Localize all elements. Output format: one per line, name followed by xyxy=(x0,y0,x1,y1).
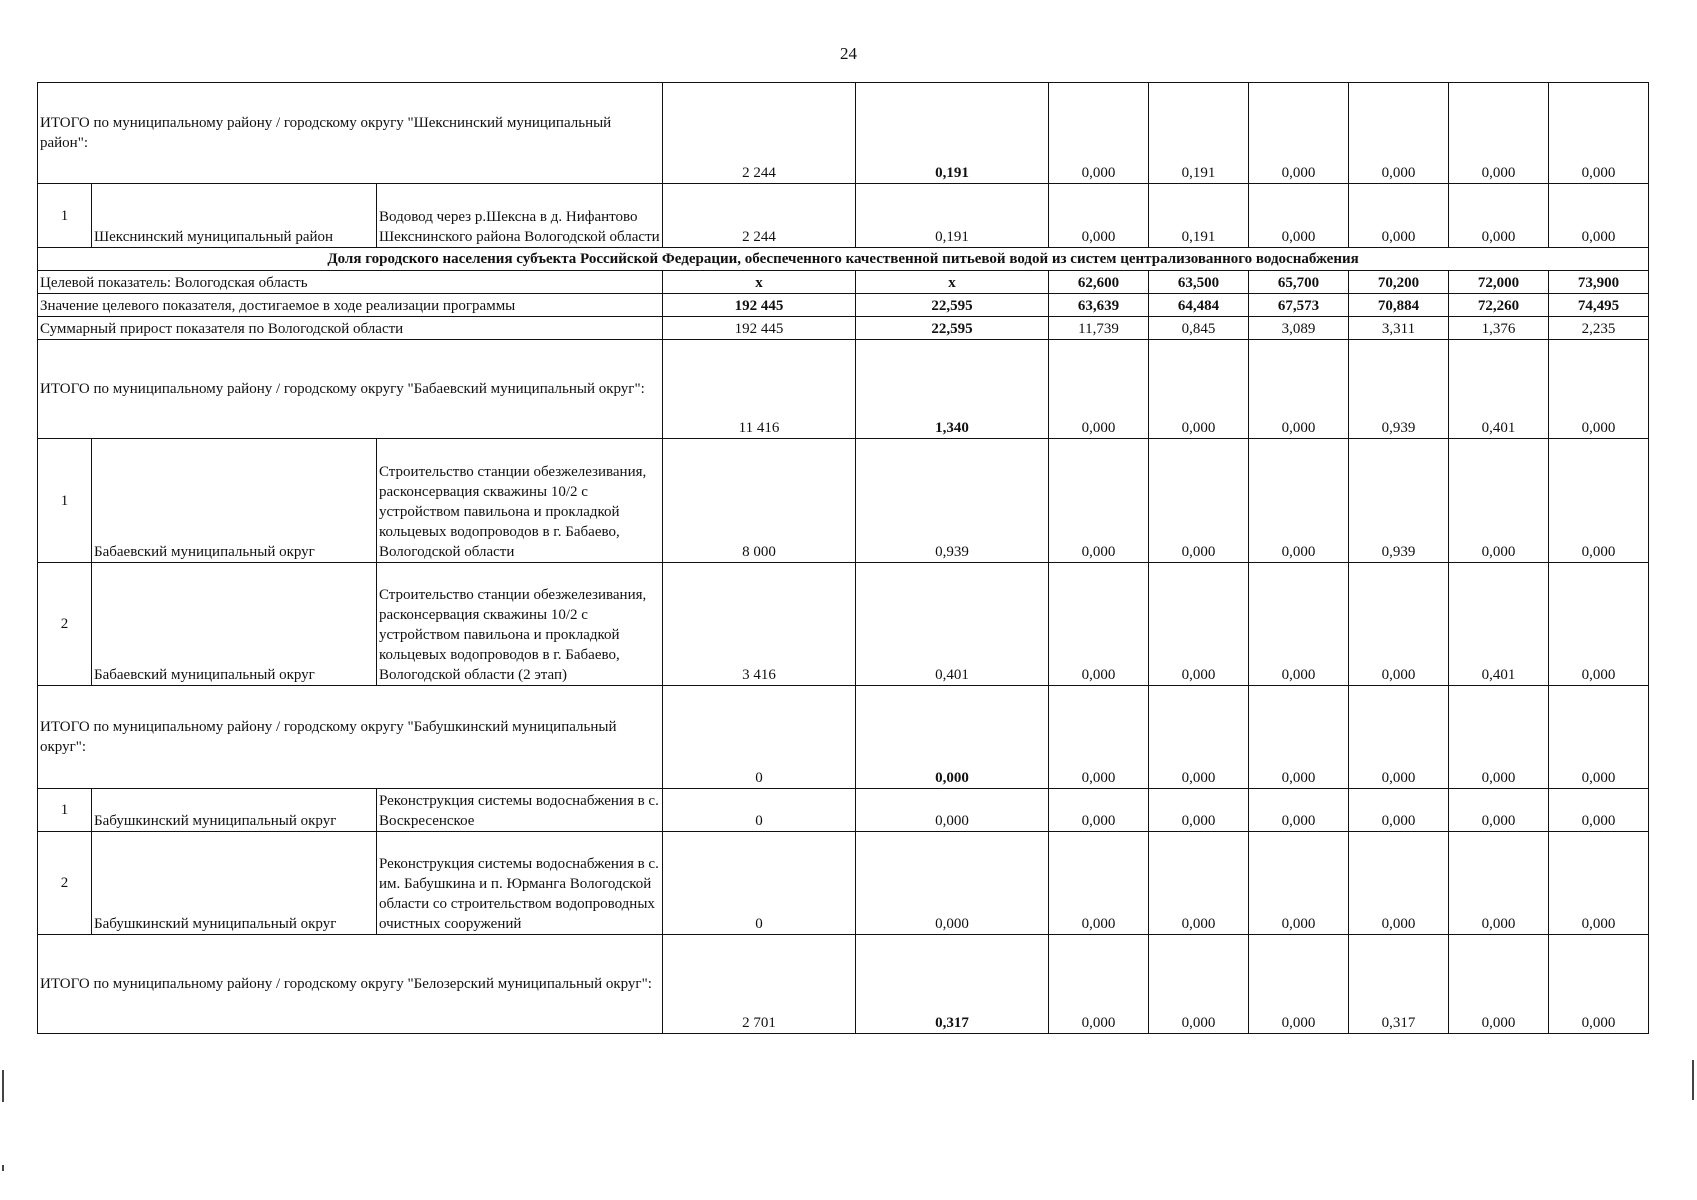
value-cell: 0,939 xyxy=(1349,439,1449,563)
value-cell: 0,401 xyxy=(1449,563,1549,686)
value-cell: 0,000 xyxy=(1349,832,1449,935)
itogo-row-belozersk xyxy=(38,935,1649,1034)
value-cell: 0 xyxy=(663,789,856,832)
value-cell: 192 445 xyxy=(663,294,856,317)
value-cell: 0,000 xyxy=(1049,439,1149,563)
itogo-label: ИТОГО по муниципальному району / городскому округу "Белозерский муниципальный округ": xyxy=(38,935,663,1034)
achieved-label: Значение целевого показателя, достигаемое в ходе реализации программы xyxy=(38,294,663,317)
value-cell: 0,000 xyxy=(1249,686,1349,789)
row-number: 2 xyxy=(38,563,92,686)
value-cell: 0,000 xyxy=(1349,563,1449,686)
value-cell: 0,939 xyxy=(1349,340,1449,439)
increment-row xyxy=(38,317,1649,340)
value-cell: 0,000 xyxy=(1549,935,1649,1034)
table-row xyxy=(38,184,1649,248)
value-cell: 22,595 xyxy=(856,317,1049,340)
value-cell: 2 701 xyxy=(663,935,856,1034)
value-cell: 0,401 xyxy=(1449,340,1549,439)
value-cell: 11 416 xyxy=(663,340,856,439)
value-cell: 22,595 xyxy=(856,294,1049,317)
value-cell: 70,884 xyxy=(1349,294,1449,317)
itogo-label: ИТОГО по муниципальному району / городскому округу "Бабаевский муниципальный округ": xyxy=(38,340,663,439)
value-cell: 0,000 xyxy=(1149,935,1249,1034)
value-cell: 0,000 xyxy=(1249,184,1349,248)
value-cell: 0,000 xyxy=(1149,832,1249,935)
table-row xyxy=(38,439,1649,563)
value-cell: 73,900 xyxy=(1549,271,1649,294)
value-cell: 62,600 xyxy=(1049,271,1149,294)
object-name: Строительство станции обезжелезивания, расконсервация скважины 10/2 с устройством павильона и прокладкой кольцевых водопроводов в г. Бабаево, Вологодской области (2 этап) xyxy=(377,563,663,686)
value-cell: 67,573 xyxy=(1249,294,1349,317)
district-name: Шекснинский муниципальный район xyxy=(92,184,377,248)
value-cell: 0,000 xyxy=(1549,563,1649,686)
itogo-label: ИТОГО по муниципальному району / городскому округу "Бабушкинский муниципальный округ": xyxy=(38,686,663,789)
district-name: Бабаевский муниципальный округ xyxy=(92,439,377,563)
target-row xyxy=(38,271,1649,294)
row-number: 1 xyxy=(38,184,92,248)
value-cell: 3 416 xyxy=(663,563,856,686)
value-cell: 0,000 xyxy=(1349,83,1449,184)
table-row xyxy=(38,789,1649,832)
achieved-row xyxy=(38,294,1649,317)
itogo-row-babushkino xyxy=(38,686,1649,789)
table-row xyxy=(38,563,1649,686)
itogo-row-babaevo xyxy=(38,340,1649,439)
value-cell: 0,401 xyxy=(856,563,1049,686)
value-cell: 0,000 xyxy=(1049,686,1149,789)
funding-table xyxy=(37,82,1649,1034)
value-cell: 0,000 xyxy=(1349,184,1449,248)
value-cell: 0,000 xyxy=(1449,83,1549,184)
value-cell: 0,000 xyxy=(1049,563,1149,686)
value-cell: 8 000 xyxy=(663,439,856,563)
value-cell: 0,000 xyxy=(1149,686,1249,789)
value-cell: 72,000 xyxy=(1449,271,1549,294)
value-cell: 63,639 xyxy=(1049,294,1149,317)
value-cell: 0 xyxy=(663,832,856,935)
value-cell: 0,000 xyxy=(1249,439,1349,563)
value-cell: 1,340 xyxy=(856,340,1049,439)
value-cell: 3,311 xyxy=(1349,317,1449,340)
value-cell: 0,000 xyxy=(1449,439,1549,563)
value-cell: 0,000 xyxy=(1249,789,1349,832)
object-name: Водовод через р.Шексна в д. Нифантово Шекснинского района Вологодской области xyxy=(377,184,663,248)
value-cell: 0,000 xyxy=(1149,789,1249,832)
value-cell: 0,000 xyxy=(856,789,1049,832)
value-cell: x xyxy=(856,271,1049,294)
value-cell: 0,191 xyxy=(1149,83,1249,184)
value-cell: 0,000 xyxy=(856,686,1049,789)
object-name: Реконструкция системы водоснабжения в с. им. Бабушкина и п. Юрманга Вологодской области со строительством водопроводных очистных сооружений xyxy=(377,832,663,935)
scan-edge-mark xyxy=(1692,1060,1694,1100)
value-cell: 0,000 xyxy=(1249,935,1349,1034)
value-cell: 0,000 xyxy=(1249,563,1349,686)
value-cell: 64,484 xyxy=(1149,294,1249,317)
section-header-row xyxy=(38,248,1649,271)
value-cell: 65,700 xyxy=(1249,271,1349,294)
value-cell: 0,000 xyxy=(1049,340,1149,439)
object-name: Строительство станции обезжелезивания, расконсервация скважины 10/2 с устройством павильона и прокладкой кольцевых водопроводов в г. Бабаево, Вологодской области xyxy=(377,439,663,563)
scan-edge-mark xyxy=(2,1070,4,1102)
value-cell: 0,000 xyxy=(1349,686,1449,789)
value-cell: 0,000 xyxy=(1449,686,1549,789)
value-cell: 0,000 xyxy=(1449,184,1549,248)
value-cell: 0,000 xyxy=(1049,832,1149,935)
value-cell: 0,000 xyxy=(856,832,1049,935)
value-cell: 2,235 xyxy=(1549,317,1649,340)
district-name: Бабаевский муниципальный округ xyxy=(92,563,377,686)
increment-label: Суммарный прирост показателя по Вологодской области xyxy=(38,317,663,340)
value-cell: 0,191 xyxy=(856,184,1049,248)
value-cell: 0,000 xyxy=(1049,789,1149,832)
value-cell: 72,260 xyxy=(1449,294,1549,317)
value-cell: 0,000 xyxy=(1249,83,1349,184)
value-cell: 0,000 xyxy=(1049,935,1149,1034)
value-cell: 74,495 xyxy=(1549,294,1649,317)
value-cell: 0,000 xyxy=(1449,789,1549,832)
object-name: Реконструкция системы водоснабжения в с. Воскресенское xyxy=(377,789,663,832)
table-row xyxy=(38,832,1649,935)
row-number: 1 xyxy=(38,789,92,832)
district-name: Бабушкинский муниципальный округ xyxy=(92,832,377,935)
value-cell: 0,000 xyxy=(1549,340,1649,439)
value-cell: 0,845 xyxy=(1149,317,1249,340)
value-cell: 0,000 xyxy=(1149,563,1249,686)
value-cell: 0,000 xyxy=(1149,439,1249,563)
value-cell: 0,000 xyxy=(1249,340,1349,439)
value-cell: 0,317 xyxy=(856,935,1049,1034)
value-cell: 0,939 xyxy=(856,439,1049,563)
target-label: Целевой показатель: Вологодская область xyxy=(38,271,663,294)
value-cell: 192 445 xyxy=(663,317,856,340)
itogo-label: ИТОГО по муниципальному району / городскому округу "Шекснинский муниципальный район": xyxy=(38,83,663,184)
value-cell: 2 244 xyxy=(663,83,856,184)
page-number: 24 xyxy=(840,44,857,63)
value-cell: 1,376 xyxy=(1449,317,1549,340)
value-cell: 0,000 xyxy=(1549,789,1649,832)
value-cell: 0 xyxy=(663,686,856,789)
value-cell: 0,000 xyxy=(1049,83,1149,184)
value-cell: 0,000 xyxy=(1249,832,1349,935)
value-cell: 2 244 xyxy=(663,184,856,248)
value-cell: 3,089 xyxy=(1249,317,1349,340)
row-number: 2 xyxy=(38,832,92,935)
value-cell: 63,500 xyxy=(1149,271,1249,294)
value-cell: 0,317 xyxy=(1349,935,1449,1034)
value-cell: 11,739 xyxy=(1049,317,1149,340)
value-cell: 0,000 xyxy=(1549,439,1649,563)
value-cell: x xyxy=(663,271,856,294)
value-cell: 0,191 xyxy=(856,83,1049,184)
value-cell: 0,000 xyxy=(1449,832,1549,935)
value-cell: 0,000 xyxy=(1549,686,1649,789)
value-cell: 0,000 xyxy=(1549,832,1649,935)
value-cell: 0,000 xyxy=(1049,184,1149,248)
scan-edge-mark xyxy=(2,1165,4,1171)
value-cell: 0,000 xyxy=(1149,340,1249,439)
value-cell: 0,000 xyxy=(1549,184,1649,248)
value-cell: 0,000 xyxy=(1549,83,1649,184)
district-name: Бабушкинский муниципальный округ xyxy=(92,789,377,832)
value-cell: 0,000 xyxy=(1449,935,1549,1034)
section-title: Доля городского населения субъекта Российской Федерации, обеспеченного качественной питьевой водой из систем централизованного водоснабжения xyxy=(38,248,1649,271)
value-cell: 70,200 xyxy=(1349,271,1449,294)
row-number: 1 xyxy=(38,439,92,563)
itogo-row-sheksna xyxy=(38,83,1649,184)
value-cell: 0,191 xyxy=(1149,184,1249,248)
value-cell: 0,000 xyxy=(1349,789,1449,832)
